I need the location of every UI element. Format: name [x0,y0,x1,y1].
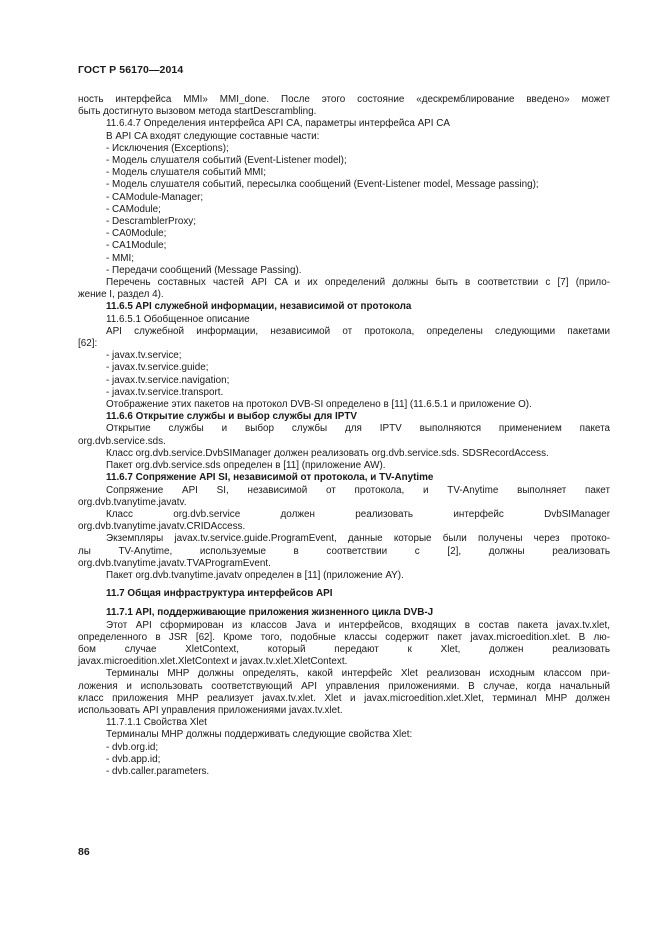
text-line: Открытие службы и выбор службы для IPTV выполняются применением пакета [106,423,610,435]
page-number: 86 [78,846,90,858]
document-header: ГОСТ Р 56170—2014 [78,64,184,76]
list-item: - Модель слушателя событий MMI; [106,167,267,179]
text-line: [62]: [78,338,98,350]
page-body [78,94,610,778]
text-line: ность интерфейса MMI» MMI_done. После этого состояние «дескремблирование введено» может [78,94,610,105]
text-line: определенного в JSR [62]. Кроме того, подобные классы содержит пакет javax.microedition.xlet. В лю- [78,631,610,643]
list-item: - dvb.app.id; [106,753,161,765]
list-item: - dvb.caller.parameters. [106,765,210,777]
list-item: - dvb.org.id; [106,741,159,753]
text-line: Отображение этих пакетов на протокол DVB-SI определено в [11] (11.6.5.1 и приложение О). [106,399,532,411]
text-line: Перечень составных частей API CA и их определений должны быть в соответствии с [7] (прило- [106,277,610,289]
text-line: org.dvb.tvanytime.javatv.CRIDAccess. [78,521,246,533]
text-line: Экземпляры javax.tv.service.guide.ProgramEvent, данные которые были получены через протоко- [106,533,610,545]
text-line: Терминалы MHP должны поддерживать следующие свойства Xlet: [106,729,413,741]
text-line: org.dvb.tvanytime.javatv. [78,496,187,508]
text-line: класс приложения MHP реализует javax.tv.xlet. Xlet и javax.microedition.xlet.Xlet, терминал MHP должен [78,692,610,704]
text-line: бом случае XletContext, который передают к Xlet, должен реализовать [78,643,610,655]
list-item: - Передачи сообщений (Message Passing). [106,264,302,276]
text-line: использовать API управления приложениями javax.tv.xlet. [78,704,343,716]
text-line: org.dvb.tvanytime.javatv.TVAProgramEvent. [78,557,271,569]
list-item: - DescramblerProxy; [106,216,196,228]
list-item: - javax.tv.service.guide; [106,362,209,374]
list-item: - javax.tv.service.navigation; [106,374,230,386]
list-item: - javax.tv.service.transport. [106,386,224,398]
text-line: жение I, раздел 4). [78,289,164,301]
list-item: - CAModule; [106,203,161,215]
text-line: org.dvb.service.sds. [78,435,166,447]
text-line: ложения и использовать соответствующий API управления приложениями. В случае, когда начальный [78,680,610,692]
section-heading: 11.6.7 Сопряжение API SI, независимой от протокола, и TV-Anytime [106,472,434,484]
text-line: javax.microedition.xlet.XletContext и javax.tv.xlet.XletContext. [78,656,348,668]
list-item: - Исключения (Exceptions); [106,142,229,154]
text-line: Пакет org.dvb.tvanytime.javatv определен в [11] (приложение AY). [106,569,404,581]
section-heading: 11.7 Общая инфраструктура интерфейсов API [106,588,333,600]
subsection-heading: 11.6.5.1 Обобщенное описание [106,313,250,325]
section-heading: 11.7.1 API, поддерживающие приложения жизненного цикла DVB-J [106,607,434,619]
list-item: - CA1Module; [106,240,167,252]
section-heading: 11.6.6 Открытие службы и выбор службы для IPTV [106,411,357,423]
list-item: - MMI; [106,252,134,264]
list-item: - javax.tv.service; [106,350,182,362]
text-line: Этот API сформирован из классов Java и интерфейсов, входящих в состав пакета javax.tv.xlet, [106,619,610,631]
section-heading: 11.6.4.7 Определения интерфейса API CA, параметры интерфейса API CA [106,118,450,130]
text-line: Класс org.dvb.service.DvbSIManager должен реализовать org.dvb.service.sds. SDSRecordAccess. [106,447,549,459]
list-item: - Модель слушателя событий, пересылка сообщений (Event-Listener model, Message passing); [106,179,539,191]
section-heading: 11.6.5 API служебной информации, независимой от протокола [106,301,412,313]
text-line: Сопряжение API SI, независимой от протокола, и TV-Anytime выполняет пакет [106,484,610,496]
text-line: лы TV-Anytime, используемые в соответствии с [2], должны реализовать [78,545,610,557]
text-line: быть достигнуто вызовом метода startDescrambling. [78,106,317,118]
text-line: В API CA входят следующие составные части: [106,130,320,142]
list-item: - CAModule-Manager; [106,191,204,203]
text-line: Терминалы MHP должны определять, какой интерфейс Xlet реализован исходным классом при- [106,668,610,680]
text-line: Класс org.dvb.service должен реализовать интерфейс DvbSIManager [106,508,610,520]
text-line: Пакет org.dvb.service.sds определен в [11] (приложение AW). [106,460,386,472]
subsection-heading: 11.7.1.1 Свойства Xlet [106,717,207,729]
list-item: - Модель слушателя событий (Event-Listener model); [106,155,347,167]
text-line: API служебной информации, независимой от протокола, определены следующими пакетами [106,325,610,337]
list-item: - CA0Module; [106,228,167,240]
